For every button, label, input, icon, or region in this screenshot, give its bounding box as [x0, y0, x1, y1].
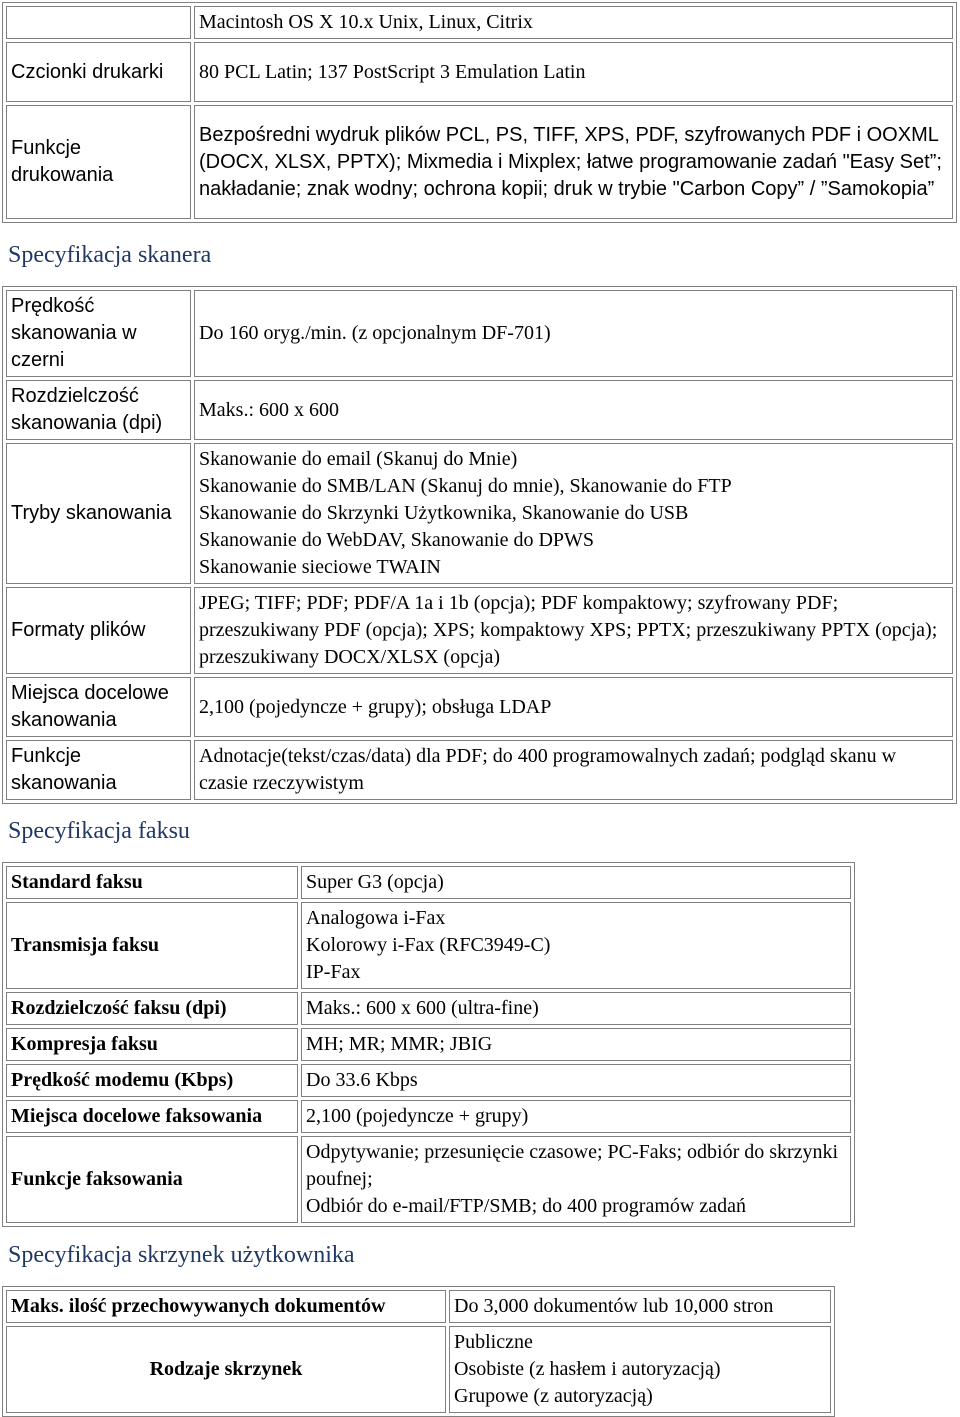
table-row — [6, 992, 851, 1025]
spec-label: Maks. ilość przechowywanych dokumentów — [6, 1290, 446, 1323]
table-row — [6, 1326, 831, 1413]
table-row — [6, 902, 851, 989]
spec-label: Tryby skanowania — [6, 443, 191, 584]
spec-label: Transmisja faksu — [6, 902, 298, 989]
spec-label: Rodzaje skrzynek — [6, 1326, 446, 1413]
spec-label: Czcionki drukarki — [6, 42, 191, 102]
spec-label: Miejsca docelowe faksowania — [6, 1100, 298, 1133]
spec-value: Do 160 oryg./min. (z opcjonalnym DF-701) — [194, 290, 953, 377]
spec-label: Standard faksu — [6, 866, 298, 899]
spec-value: Do 3,000 dokumentów lub 10,000 stron — [449, 1290, 831, 1323]
spec-value: Super G3 (opcja) — [301, 866, 851, 899]
table-row — [6, 290, 953, 377]
table-row — [6, 380, 953, 440]
scanner-spec-table — [2, 286, 957, 804]
spec-value: Skanowanie do email (Skanuj do Mnie) Skanowanie do SMB/LAN (Skanuj do mnie), Skanowanie do FTP Skanowanie do Skrzynki Użytkownika, Skanowanie do USB Skanowanie do WebDAV, Skanowanie do DPWS Skanowanie sieciowe TWAIN — [194, 443, 953, 584]
table-row — [6, 1064, 851, 1097]
table-row — [6, 1290, 831, 1323]
printer-spec-table — [2, 2, 957, 223]
spec-value: Bezpośredni wydruk plików PCL, PS, TIFF, XPS, PDF, szyfrowanych PDF i OOXML (DOCX, XLSX, PPTX); Mixmedia i Mixplex; łatwe programowanie zadań "Easy Set”; nakładanie; znak wodny; ochrona kopii; druk w trybie "Carbon Copy” / ”Samokopia” — [194, 105, 953, 219]
table-row — [6, 587, 953, 674]
spec-value: Analogowa i-Fax Kolorowy i-Fax (RFC3949-C) IP-Fax — [301, 902, 851, 989]
spec-value: 2,100 (pojedyncze + grupy) — [301, 1100, 851, 1133]
table-row — [6, 1100, 851, 1133]
spec-value: Adnotacje(tekst/czas/data) dla PDF; do 400 programowalnych zadań; podgląd skanu w czasie rzeczywistym — [194, 740, 953, 800]
table-row — [6, 443, 953, 584]
spec-value: Maks.: 600 x 600 — [194, 380, 953, 440]
table-row — [6, 866, 851, 899]
spec-value: Publiczne Osobiste (z hasłem i autoryzacją) Grupowe (z autoryzacją) — [449, 1326, 831, 1413]
table-row — [6, 105, 953, 219]
table-row — [6, 740, 953, 800]
spec-label — [6, 6, 191, 39]
spec-value: MH; MR; MMR; JBIG — [301, 1028, 851, 1061]
spec-label: Prędkość modemu (Kbps) — [6, 1064, 298, 1097]
spec-value: Odpytywanie; przesunięcie czasowe; PC-Faks; odbiór do skrzynki poufnej; Odbiór do e-mail/FTP/SMB; do 400 programów zadań — [301, 1136, 851, 1223]
spec-value: Maks.: 600 x 600 (ultra-fine) — [301, 992, 851, 1025]
spec-label: Rozdzielczość skanowania (dpi) — [6, 380, 191, 440]
boxes-spec-table — [2, 1286, 835, 1417]
spec-label: Funkcje faksowania — [6, 1136, 298, 1223]
spec-value: Do 33.6 Kbps — [301, 1064, 851, 1097]
spec-value: JPEG; TIFF; PDF; PDF/A 1a i 1b (opcja); PDF kompaktowy; szyfrowany PDF; przeszukiwany PDF (opcja); XPS; kompaktowy XPS; PPTX; przeszukiwany PPTX (opcja); przeszukiwany DOCX/XLSX (opcja) — [194, 587, 953, 674]
spec-label: Formaty plików — [6, 587, 191, 674]
spec-label: Kompresja faksu — [6, 1028, 298, 1061]
spec-label: Miejsca docelowe skanowania — [6, 677, 191, 737]
section-title-scanner: Specyfikacja skanera — [8, 242, 212, 268]
spec-value: 80 PCL Latin; 137 PostScript 3 Emulation Latin — [194, 42, 953, 102]
section-title-boxes: Specyfikacja skrzynek użytkownika — [8, 1242, 355, 1268]
spec-label: Funkcje skanowania — [6, 740, 191, 800]
fax-spec-table — [2, 862, 855, 1227]
table-row — [6, 677, 953, 737]
table-row — [6, 1028, 851, 1061]
spec-value: Macintosh OS X 10.x Unix, Linux, Citrix — [194, 6, 953, 39]
table-row — [6, 42, 953, 102]
table-row — [6, 6, 953, 39]
table-row — [6, 1136, 851, 1223]
spec-label: Funkcje drukowania — [6, 105, 191, 219]
spec-value: 2,100 (pojedyncze + grupy); obsługa LDAP — [194, 677, 953, 737]
section-title-fax: Specyfikacja faksu — [8, 818, 190, 844]
spec-label: Rozdzielczość faksu (dpi) — [6, 992, 298, 1025]
spec-label: Prędkość skanowania w czerni — [6, 290, 191, 377]
